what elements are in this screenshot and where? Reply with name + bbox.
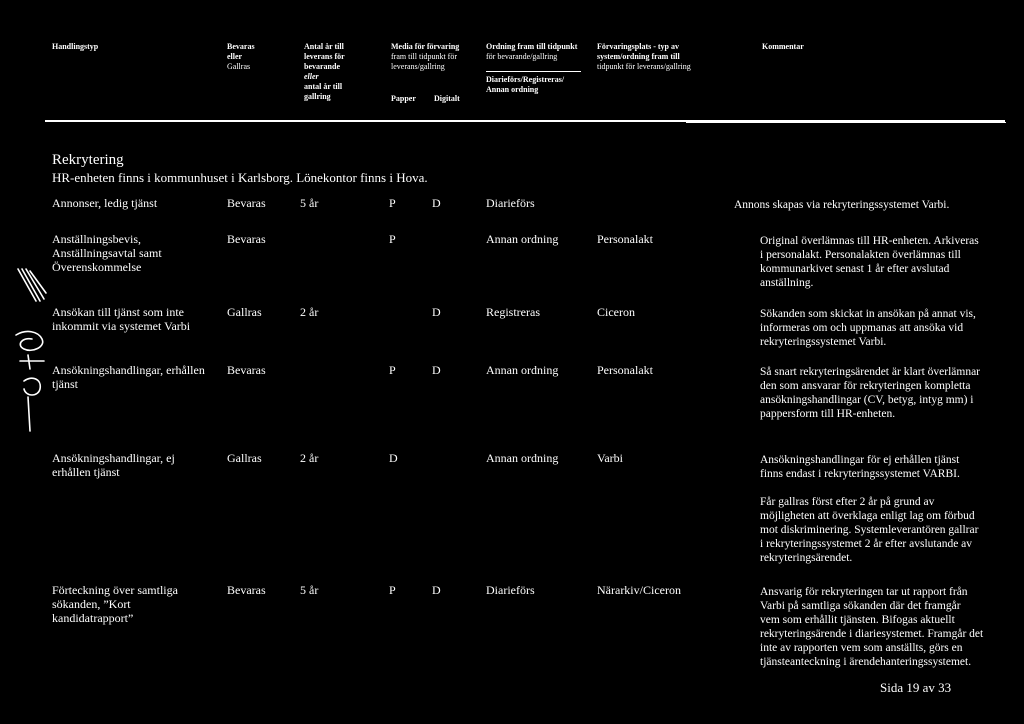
header-media — [391, 42, 459, 72]
row-comment — [760, 234, 1010, 290]
row-comment-line: Ansökningshandlingar för ej erhållen tjänst — [760, 454, 960, 466]
row-comment-line: rekryteringssystemet Varbi. — [760, 336, 887, 348]
row-comment — [760, 365, 1010, 421]
row-comment-line: informeras om och uppmanas att ansöka vid — [760, 322, 964, 334]
row-comment-line: vem som erhållit tjänsten. Bifogas aktuellt — [760, 614, 955, 626]
handwritten-signature — [6, 265, 50, 435]
header-media-line: leverans/gallring — [391, 62, 445, 71]
header-media-line: Media för förvaring — [391, 42, 460, 51]
header-years-line: gallring — [304, 92, 331, 101]
row-type — [52, 305, 222, 333]
row-comment-line: Får gallras först efter 2 år på grund av — [760, 496, 935, 508]
header-paper — [391, 94, 416, 104]
row-order: Diarieförs — [486, 196, 535, 210]
header-keep-line: eller — [227, 52, 243, 61]
row-comment-line: Original överlämnas till HR-enheten. Arkiveras — [760, 235, 979, 247]
row-comment-line: tjänsteanteckning i ärendehanteringssystemet. — [760, 656, 972, 668]
row-paper: P — [389, 232, 396, 246]
row-paper: P — [389, 196, 396, 210]
row-type-line: Ansökningshandlingar, erhållen — [52, 363, 205, 377]
row-type-line: tjänst — [52, 377, 78, 391]
row-digital: D — [432, 363, 441, 377]
row-paper: P — [389, 363, 396, 377]
page-number — [880, 680, 951, 696]
row-paper: P — [389, 583, 396, 597]
row-type-line: Överenskommelse — [52, 260, 142, 274]
header-store-line: system/ordning fram till — [597, 52, 680, 61]
row-type — [52, 451, 222, 479]
row-order: Annan ordning — [486, 451, 559, 465]
row-comment-line: i personalakt. Personalakten överlämnas till — [760, 249, 961, 261]
row-comment-line: Sökanden som skickat in ansökan på annat vis, — [760, 308, 976, 320]
header-rule-secondary — [686, 122, 1006, 123]
row-comment-line: pappersform till HR-enheten. — [760, 408, 896, 420]
header-order-line: Diarieförs/Registreras/ — [486, 75, 565, 84]
header-keep-line: Gallras — [227, 62, 251, 71]
section-title: Rekrytering — [52, 152, 124, 168]
row-type-line: Förteckning över samtliga — [52, 583, 178, 597]
section-subtitle: HR-enheten finns i kommunhuset i Karlsborg. Lönekontor finns i Hova. — [52, 170, 428, 185]
header-store-line: tidpunkt för leverans/gallring — [597, 62, 691, 71]
row-digital: D — [432, 196, 441, 210]
header-order-line: Ordning fram till tidpunkt — [486, 42, 578, 51]
page-number-total: 33 — [938, 680, 952, 695]
row-comment-line: i rekryteringssystemet 2 år efter avslutande av — [760, 538, 973, 550]
row-comment — [734, 198, 1014, 212]
row-store: Ciceron — [597, 305, 635, 319]
row-keep: Bevaras — [227, 232, 266, 246]
row-store: Personalakt — [597, 363, 653, 377]
header-media-line: fram till tidpunkt för — [391, 52, 457, 61]
header-years — [304, 42, 345, 102]
row-type-line: Ansökan till tjänst som inte — [52, 305, 184, 319]
header-comment-label: Kommentar — [762, 42, 804, 51]
row-type — [52, 196, 222, 210]
row-years: 5 år — [300, 196, 319, 210]
row-comment-line: inte av rapporten vem som anställts, görs en — [760, 642, 963, 654]
row-comment-line: finns endast i rekryteringssystemet VARBI. — [760, 468, 960, 480]
row-order: Annan ordning — [486, 363, 559, 377]
row-store: Personalakt — [597, 232, 653, 246]
row-comment-line: möjligheten att överklaga enligt lag om förbud — [760, 510, 975, 522]
row-comment-line: kommunarkivet senast 1 år efter avslutad — [760, 263, 950, 275]
row-type — [52, 363, 222, 391]
row-type — [52, 232, 222, 274]
row-years: 2 år — [300, 305, 319, 319]
header-digital — [434, 94, 460, 104]
page-number-separator: av — [922, 680, 935, 695]
row-type-line: Anställningsavtal samt — [52, 246, 162, 260]
row-type-line: Anställningsbevis, — [52, 232, 141, 246]
row-comment-line: rekryteringsärende i diariesystemet. Framgår det — [760, 628, 984, 640]
row-comment-line: ansökningshandlingar (CV, betyg, intyg mm) i — [760, 394, 974, 406]
row-comment-spacer — [760, 481, 1010, 495]
row-comment-line: rekryteringsärendet. — [760, 552, 853, 564]
row-keep: Bevaras — [227, 583, 266, 597]
row-type-line: erhållen tjänst — [52, 465, 120, 479]
row-type-line: Ansökningshandlingar, ej — [52, 451, 175, 465]
row-order: Annan ordning — [486, 232, 559, 246]
row-keep: Gallras — [227, 451, 262, 465]
row-years: 2 år — [300, 451, 319, 465]
row-comment-line: Så snart rekryteringsärendet är klart överlämnar — [760, 366, 980, 378]
row-years: 5 år — [300, 583, 319, 597]
page-number-prefix: Sida — [880, 680, 904, 695]
header-years-line: antal år till — [304, 82, 343, 91]
row-comment — [760, 585, 1010, 669]
row-store: Närarkiv/Ciceron — [597, 583, 681, 597]
header-years-line: Antal år till — [304, 42, 344, 51]
row-order: Registreras — [486, 305, 540, 319]
row-order: Diarieförs — [486, 583, 535, 597]
header-order-bottom — [486, 75, 564, 95]
header-order-divider — [486, 71, 581, 72]
header-type-label: Handlingstyp — [52, 42, 99, 51]
header-years-line: bevarande — [304, 62, 340, 71]
header-order-line: för bevarande/gallring — [486, 52, 558, 61]
header-order-top — [486, 42, 577, 62]
header-type — [52, 42, 98, 52]
row-comment-line: den som ansvarar för rekryteringen kompletta — [760, 380, 971, 392]
row-store: Varbi — [597, 451, 623, 465]
header-paper-label: Papper — [391, 94, 416, 103]
row-keep: Bevaras — [227, 196, 266, 210]
row-comment-line: Ansvarig för rekryteringen tar ut rapport från — [760, 586, 968, 598]
row-digital: D — [432, 305, 441, 319]
row-comment-line: Annons skapas via rekryteringssystemet Varbi. — [734, 199, 950, 211]
page-number-current: 19 — [906, 680, 920, 695]
header-keep — [227, 42, 255, 72]
row-type-line: Annonser, ledig tjänst — [52, 196, 158, 210]
row-comment-line: Varbi på samtliga sökanden där det framgår — [760, 600, 961, 612]
header-order-line: Annan ordning — [486, 85, 539, 94]
header-store-line: Förvaringsplats - typ av — [597, 42, 679, 51]
row-type — [52, 583, 222, 625]
row-type-line: kandidatrapport” — [52, 611, 134, 625]
row-keep: Gallras — [227, 305, 262, 319]
row-type-line: sökanden, ”Kort — [52, 597, 131, 611]
header-digital-label: Digitalt — [434, 94, 460, 103]
row-comment — [760, 453, 1010, 565]
row-digital: D — [432, 583, 441, 597]
header-years-line: leverans för — [304, 52, 345, 61]
row-comment-line: anställning. — [760, 277, 814, 289]
header-years-line: eller — [304, 72, 319, 81]
header-store — [597, 42, 691, 72]
row-type-line: inkommit via systemet Varbi — [52, 319, 191, 333]
row-comment — [760, 307, 1010, 349]
row-comment-line: mot diskriminering. Systemleverantören gallrar — [760, 524, 979, 536]
row-paper: D — [389, 451, 398, 465]
header-keep-line: Bevaras — [227, 42, 255, 51]
header-comment — [762, 42, 804, 52]
row-keep: Bevaras — [227, 363, 266, 377]
